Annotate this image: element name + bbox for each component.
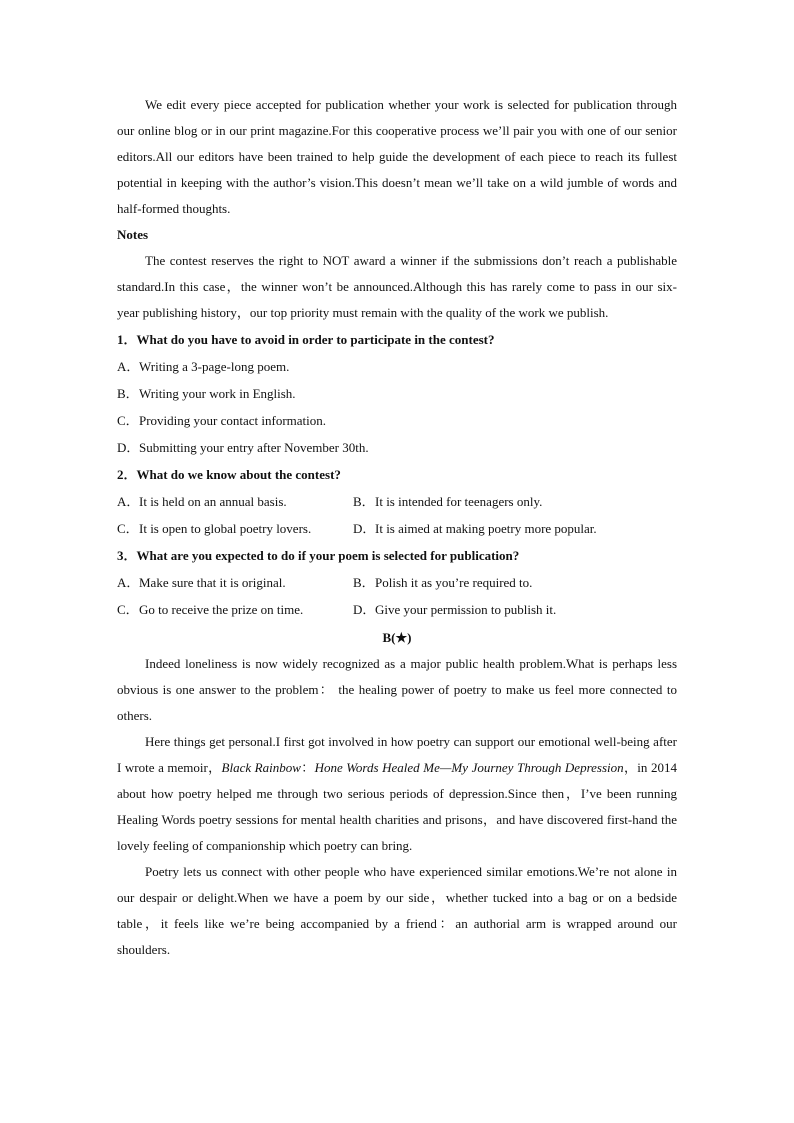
option-letter: C． <box>117 602 139 617</box>
notes-paragraph: The contest reserves the right to NOT award a winner if the submissions don’t reach a publishable standard.In this case，the winner won’t be announced.Although this has rarely come to pass in our six-year publishing history，our top priority must remain with the quality of the work we publish. <box>117 253 677 320</box>
option-text: Make sure that it is original. <box>139 575 286 590</box>
paragraph-text: ，in 2014 about how poetry helped me through two serious periods of depression.Since then，I’ve been running Healing Words poetry sessions for mental health charities and prisons，and have discovered first-hand the lovely feeling of companionship which poetry can bring. <box>117 760 677 853</box>
option-b <box>353 569 532 596</box>
option-text: It is held on an annual basis. <box>139 494 287 509</box>
option-letter: D． <box>353 521 376 536</box>
notes-heading: Notes <box>117 227 149 242</box>
option-a <box>117 353 677 380</box>
option-letter: D． <box>117 440 140 455</box>
option-text: Writing a 3-page-long poem. <box>139 359 290 374</box>
option-text: Polish it as you’re required to. <box>375 575 533 590</box>
option-text: Writing your work in English. <box>139 386 296 401</box>
document-page <box>117 92 677 963</box>
option-letter: A． <box>117 575 140 590</box>
option-row <box>117 596 677 623</box>
option-text: Give your permission to publish it. <box>375 602 557 617</box>
option-letter: A． <box>117 494 140 509</box>
option-a <box>117 488 353 515</box>
option-c <box>117 596 353 623</box>
passage-b-paragraph-1: Indeed loneliness is now widely recognized as a major public health problem.What is perhaps less obvious is one answer to the problem： the healing power of poetry to make us feel more connected to others. <box>117 656 677 723</box>
option-c <box>117 407 677 434</box>
option-d <box>353 515 597 542</box>
question-1 <box>117 326 677 461</box>
question-stem: 2．What do we know about the contest? <box>117 467 341 482</box>
option-row <box>117 515 677 542</box>
memoir-subtitle: Hone Words Healed Me—My Journey Through Depression <box>314 760 624 775</box>
option-a <box>117 569 353 596</box>
passage-b-paragraph-3: Poetry lets us connect with other people who have experienced similar emotions.We’re not alone in our despair or delight.When we have a poem by our side，whether tucked into a bag or on a bedside table，it feels like we’re being accompanied by a friend：an authorial arm is wrapped around our shoulders. <box>117 864 677 957</box>
passage-b-paragraph-2 <box>117 729 677 859</box>
option-text: It is aimed at making poetry more popular. <box>375 521 597 536</box>
option-letter: D． <box>353 602 376 617</box>
option-letter: C． <box>117 521 139 536</box>
option-row <box>117 488 677 515</box>
passage-a-paragraph-1: We edit every piece accepted for publication whether your work is selected for publication through our online blog or in our print magazine.For this cooperative process we’ll pair you with one of our senior editors.All our editors have been trained to help guide the development of each piece to reach its fullest potential in keeping with the author’s vision.This doesn’t mean we’ll take on a wild jumble of words and half-formed thoughts. <box>117 97 677 216</box>
memoir-title: Black Rainbow <box>221 760 301 775</box>
option-letter: B． <box>117 386 139 401</box>
option-row <box>117 569 677 596</box>
option-text: It is intended for teenagers only. <box>375 494 543 509</box>
option-b <box>117 380 677 407</box>
colon: ： <box>300 760 315 775</box>
option-letter: C． <box>117 413 139 428</box>
option-c <box>117 515 353 542</box>
option-text: Go to receive the prize on time. <box>139 602 304 617</box>
option-text: Providing your contact information. <box>139 413 327 428</box>
option-letter: B． <box>353 575 375 590</box>
paragraph-text: Here things get personal.I first got involved in how poetry can support our emotional well-being after I wrote a memoir， <box>117 734 677 775</box>
question-stem: 1．What do you have to avoid in order to participate in the contest? <box>117 332 495 347</box>
question-2 <box>117 461 677 542</box>
passage-b-title: B(★) <box>382 630 412 645</box>
option-d <box>117 434 677 461</box>
option-letter: A． <box>117 359 140 374</box>
question-stem: 3．What are you expected to do if your poem is selected for publication? <box>117 548 520 563</box>
option-letter: B． <box>353 494 375 509</box>
question-3 <box>117 542 677 623</box>
option-text: Submitting your entry after November 30th. <box>139 440 369 455</box>
option-b <box>353 488 542 515</box>
option-text: It is open to global poetry lovers. <box>139 521 312 536</box>
option-d <box>353 596 556 623</box>
